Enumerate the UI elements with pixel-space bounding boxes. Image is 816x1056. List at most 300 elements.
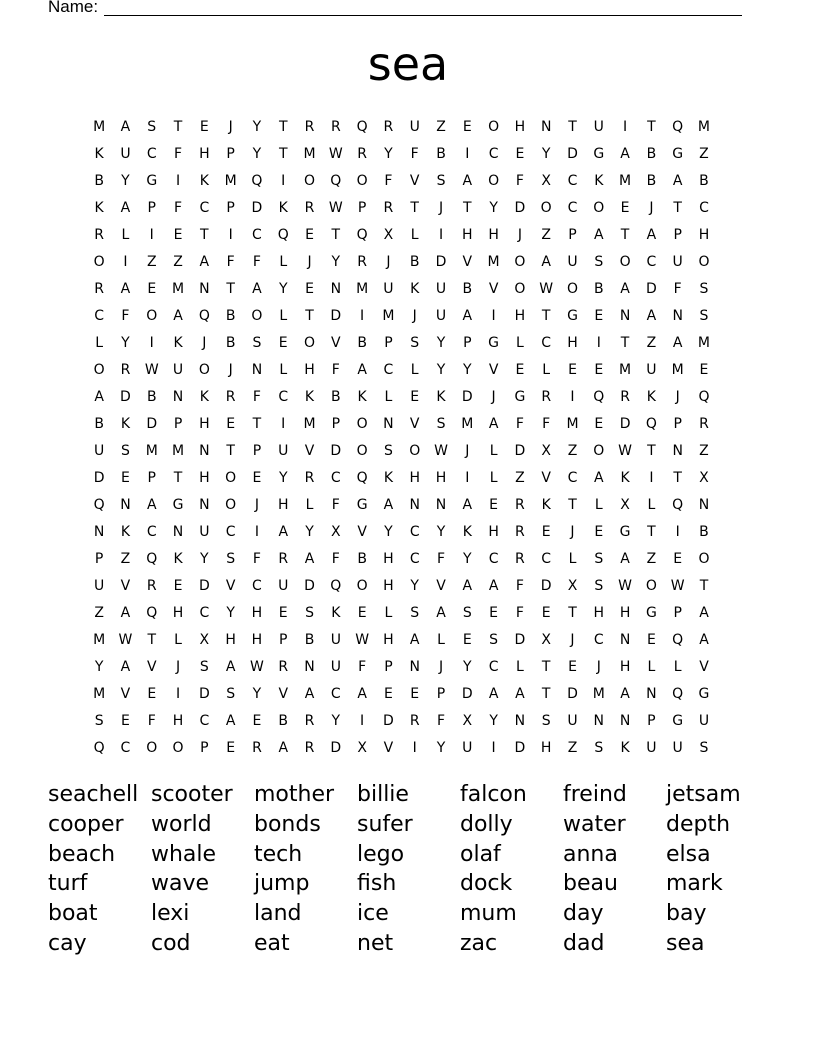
grid-letter: B bbox=[357, 551, 367, 567]
word-list-item: fish bbox=[357, 871, 397, 897]
grid-letter: T bbox=[252, 416, 262, 432]
grid-letter: K bbox=[383, 470, 393, 486]
word-list-item: falcon bbox=[460, 782, 527, 807]
grid-letter: V bbox=[436, 578, 446, 594]
grid-letter: H bbox=[383, 551, 394, 567]
grid-letter: R bbox=[94, 281, 105, 297]
grid-letter: U bbox=[172, 362, 184, 378]
grid-letter: J bbox=[570, 524, 575, 540]
grid-letter: B bbox=[304, 632, 315, 648]
grid-letter: C bbox=[567, 173, 578, 189]
grid-letter: D bbox=[383, 713, 394, 729]
grid-letter: V bbox=[146, 659, 157, 675]
word-list-item: bonds bbox=[254, 811, 321, 837]
grid-letter: P bbox=[279, 632, 288, 648]
grid-letter: N bbox=[619, 632, 631, 648]
grid-letter: C bbox=[409, 551, 420, 567]
grid-letter: D bbox=[251, 200, 263, 216]
grid-letter: T bbox=[226, 443, 235, 459]
grid-letter: R bbox=[330, 119, 341, 135]
grid-letter: R bbox=[304, 713, 315, 729]
grid-letter: Z bbox=[567, 443, 578, 459]
grid-letter: P bbox=[357, 200, 367, 216]
grid-letter: U bbox=[330, 632, 341, 648]
grid-letter: B bbox=[409, 254, 420, 270]
grid-letter: O bbox=[225, 470, 237, 486]
grid-row bbox=[86, 357, 746, 384]
grid-letter: T bbox=[331, 227, 341, 243]
grid-letter: Q bbox=[146, 551, 158, 567]
grid-letter: B bbox=[331, 389, 341, 405]
grid-letter: E bbox=[410, 686, 420, 702]
grid-letter: M bbox=[566, 416, 579, 432]
grid-letter: K bbox=[620, 470, 630, 486]
grid-letter: F bbox=[331, 362, 340, 378]
word-list-item: cooper bbox=[48, 811, 124, 837]
grid-letter: W bbox=[670, 578, 685, 594]
grid-letter: U bbox=[199, 524, 210, 540]
grid-letter: K bbox=[357, 389, 367, 405]
grid-letter: H bbox=[540, 740, 552, 756]
grid-letter: N bbox=[120, 497, 131, 513]
grid-letter: O bbox=[409, 443, 421, 459]
grid-letter: Y bbox=[463, 659, 472, 675]
word-list-item: water bbox=[563, 811, 626, 837]
grid-letter: N bbox=[330, 281, 342, 297]
grid-row bbox=[86, 573, 746, 600]
grid-letter: L bbox=[305, 497, 314, 513]
grid-letter: Z bbox=[699, 443, 709, 459]
grid-letter: R bbox=[541, 389, 552, 405]
grid-letter: B bbox=[146, 389, 157, 405]
grid-letter: J bbox=[386, 254, 391, 270]
grid-letter: R bbox=[515, 497, 525, 513]
grid-letter: R bbox=[409, 713, 420, 729]
grid-letter: J bbox=[491, 389, 496, 405]
grid-letter: Z bbox=[120, 551, 131, 567]
grid-letter: V bbox=[225, 578, 236, 594]
grid-letter: R bbox=[304, 119, 315, 135]
page-title: sea bbox=[367, 37, 449, 91]
grid-letter: V bbox=[462, 254, 473, 270]
grid-letter: H bbox=[251, 605, 263, 621]
grid-letter: Q bbox=[645, 416, 657, 432]
grid-letter: O bbox=[172, 740, 184, 756]
grid-letter: M bbox=[487, 254, 500, 270]
grid-letter: C bbox=[199, 605, 210, 621]
grid-letter: U bbox=[462, 740, 473, 756]
grid-letter: X bbox=[462, 713, 473, 729]
word-list-item: turf bbox=[48, 871, 88, 897]
grid-letter: H bbox=[199, 470, 210, 486]
grid-letter: P bbox=[226, 146, 235, 162]
grid-letter: C bbox=[330, 686, 341, 702]
grid-letter: L bbox=[647, 497, 656, 513]
grid-letter: D bbox=[514, 740, 526, 756]
grid-letter: Y bbox=[463, 551, 472, 567]
grid-letter: H bbox=[199, 416, 210, 432]
grid-letter: S bbox=[410, 335, 420, 351]
grid-letter: C bbox=[541, 551, 552, 567]
grid-letter: G bbox=[672, 146, 684, 162]
grid-letter: G bbox=[593, 146, 605, 162]
grid-letter: E bbox=[383, 686, 393, 702]
grid-letter: N bbox=[540, 119, 552, 135]
word-list-item: lexi bbox=[151, 901, 190, 927]
grid-letter: Z bbox=[515, 470, 525, 486]
grid-letter: T bbox=[568, 497, 577, 513]
grid-letter: C bbox=[278, 389, 289, 405]
grid-letter: R bbox=[225, 389, 236, 405]
grid-letter: F bbox=[515, 605, 524, 621]
grid-letter: J bbox=[307, 254, 312, 270]
grid-letter: L bbox=[515, 335, 524, 351]
grid-letter: C bbox=[199, 713, 210, 729]
grid-letter: J bbox=[517, 227, 522, 243]
grid-letter: K bbox=[120, 524, 131, 540]
grid-letter: F bbox=[252, 551, 261, 567]
grid-letter: A bbox=[594, 227, 604, 243]
grid-letter: K bbox=[173, 335, 183, 351]
grid-letter: J bbox=[438, 200, 444, 216]
grid-letter: R bbox=[304, 470, 315, 486]
grid-letter: J bbox=[465, 443, 470, 459]
grid-letter: A bbox=[699, 632, 709, 648]
grid-letter: V bbox=[488, 362, 499, 378]
grid-letter: F bbox=[515, 173, 524, 189]
grid-letter: G bbox=[619, 524, 631, 540]
grid-letter: V bbox=[383, 740, 394, 756]
grid-letter: D bbox=[146, 416, 158, 432]
grid-letter: H bbox=[409, 470, 420, 486]
word-list-item: beach bbox=[48, 841, 116, 867]
grid-letter: X bbox=[541, 173, 551, 189]
grid-letter: D bbox=[645, 281, 657, 297]
grid-letter: I bbox=[623, 119, 628, 135]
grid-letter: L bbox=[673, 659, 682, 675]
grid-letter: M bbox=[592, 686, 605, 702]
grid-letter: C bbox=[593, 632, 604, 648]
grid-row bbox=[86, 546, 746, 573]
grid-letter: W bbox=[144, 362, 159, 378]
grid-letter: R bbox=[278, 659, 289, 675]
grid-letter: R bbox=[252, 740, 262, 756]
grid-letter: H bbox=[172, 713, 184, 729]
grid-letter: E bbox=[462, 632, 472, 648]
grid-letter: A bbox=[672, 173, 683, 189]
grid-letter: F bbox=[331, 497, 340, 513]
grid-letter: Q bbox=[672, 632, 684, 648]
grid-letter: N bbox=[199, 497, 210, 513]
grid-letter: R bbox=[304, 200, 315, 216]
grid-letter: U bbox=[672, 254, 683, 270]
grid-letter: F bbox=[515, 578, 524, 594]
grid-letter: I bbox=[412, 740, 417, 756]
grid-letter: B bbox=[225, 335, 236, 351]
grid-letter: M bbox=[93, 119, 106, 135]
grid-letter: Z bbox=[146, 254, 157, 270]
grid-letter: M bbox=[224, 173, 237, 189]
grid-letter: S bbox=[699, 308, 709, 324]
grid-letter: P bbox=[331, 416, 341, 432]
grid-letter: A bbox=[278, 740, 289, 756]
grid-letter: E bbox=[357, 605, 367, 621]
grid-letter: D bbox=[514, 632, 526, 648]
grid-letter: X bbox=[620, 497, 630, 513]
grid-letter: X bbox=[699, 470, 709, 486]
grid-letter: Q bbox=[356, 470, 368, 486]
grid-letter: A bbox=[646, 227, 657, 243]
grid-letter: Y bbox=[436, 524, 446, 540]
grid-letter: H bbox=[383, 632, 394, 648]
grid-letter: Q bbox=[356, 227, 368, 243]
grid-letter: M bbox=[93, 632, 106, 648]
grid-letter: O bbox=[251, 308, 263, 324]
grid-letter: R bbox=[383, 200, 394, 216]
grid-letter: T bbox=[278, 146, 288, 162]
grid-letter: A bbox=[146, 497, 157, 513]
grid-letter: F bbox=[673, 281, 682, 297]
grid-letter: U bbox=[646, 740, 657, 756]
grid-letter: J bbox=[254, 497, 259, 513]
grid-letter: L bbox=[489, 443, 498, 459]
grid-letter: S bbox=[541, 713, 551, 729]
grid-letter: L bbox=[410, 362, 419, 378]
grid-letter: T bbox=[647, 443, 656, 459]
grid-letter: W bbox=[328, 200, 343, 216]
grid-letter: R bbox=[357, 146, 367, 162]
grid-letter: F bbox=[436, 551, 446, 567]
grid-letter: D bbox=[514, 200, 526, 216]
grid-letter: H bbox=[277, 497, 289, 513]
grid-letter: K bbox=[646, 389, 656, 405]
grid-letter: O bbox=[93, 254, 105, 270]
grid-letter: Z bbox=[94, 605, 104, 621]
grid-letter: Q bbox=[330, 173, 342, 189]
grid-letter: M bbox=[145, 443, 158, 459]
grid-letter: N bbox=[672, 308, 683, 324]
grid-letter: E bbox=[199, 119, 209, 135]
grid-letter: Z bbox=[541, 227, 551, 243]
grid-letter: P bbox=[252, 443, 262, 459]
grid-letter: K bbox=[199, 389, 209, 405]
grid-letter: B bbox=[278, 713, 289, 729]
grid-letter: U bbox=[330, 659, 341, 675]
grid-letter: E bbox=[515, 362, 525, 378]
grid-row bbox=[86, 195, 746, 222]
grid-letter: N bbox=[409, 659, 420, 675]
grid-letter: T bbox=[200, 227, 209, 243]
grid-letter: I bbox=[491, 308, 496, 324]
grid-row bbox=[86, 438, 746, 465]
grid-letter: L bbox=[384, 605, 393, 621]
word-list-item: jetsam bbox=[666, 782, 741, 807]
grid-letter: W bbox=[250, 659, 264, 675]
grid-letter: T bbox=[226, 281, 235, 297]
grid-letter: U bbox=[278, 443, 289, 459]
grid-letter: A bbox=[120, 659, 131, 675]
grid-letter: C bbox=[488, 146, 499, 162]
grid-letter: G bbox=[356, 497, 368, 513]
grid-letter: P bbox=[94, 551, 104, 567]
grid-letter: D bbox=[330, 308, 342, 324]
grid-letter: C bbox=[541, 335, 552, 351]
grid-letter: C bbox=[146, 146, 157, 162]
grid-letter: E bbox=[226, 740, 236, 756]
grid-letter: B bbox=[646, 146, 657, 162]
grid-letter: N bbox=[646, 686, 657, 702]
grid-letter: L bbox=[95, 335, 104, 351]
grid-letter: Q bbox=[146, 605, 158, 621]
grid-letter: M bbox=[671, 362, 684, 378]
grid-letter: E bbox=[673, 551, 683, 567]
grid-letter: J bbox=[228, 362, 233, 378]
grid-letter: I bbox=[596, 335, 601, 351]
grid-letter: O bbox=[198, 362, 210, 378]
grid-letter: G bbox=[146, 173, 158, 189]
grid-letter: R bbox=[278, 551, 289, 567]
grid-letter: A bbox=[304, 551, 315, 567]
grid-letter: C bbox=[252, 227, 262, 243]
grid-letter: S bbox=[147, 119, 157, 135]
grid-letter: V bbox=[120, 578, 131, 594]
grid-letter: U bbox=[593, 119, 604, 135]
grid-letter: M bbox=[303, 416, 316, 432]
grid-letter: R bbox=[515, 551, 525, 567]
grid-letter: Y bbox=[489, 200, 498, 216]
grid-letter: H bbox=[619, 659, 631, 675]
grid-letter: A bbox=[672, 335, 683, 351]
grid-letter: C bbox=[646, 254, 657, 270]
grid-letter: B bbox=[593, 281, 604, 297]
grid-letter: K bbox=[278, 200, 288, 216]
grid-letter: D bbox=[567, 146, 578, 162]
grid-letter: A bbox=[252, 281, 262, 297]
grid-letter: N bbox=[251, 362, 263, 378]
grid-letter: R bbox=[620, 389, 630, 405]
grid-letter: Q bbox=[251, 173, 263, 189]
grid-letter: S bbox=[252, 335, 262, 351]
grid-letter: E bbox=[594, 308, 604, 324]
grid-letter: P bbox=[384, 335, 393, 351]
grid-letter: Q bbox=[672, 686, 684, 702]
grid-letter: S bbox=[436, 173, 446, 189]
grid-letter: O bbox=[93, 362, 105, 378]
grid-letter: Y bbox=[384, 146, 393, 162]
grid-letter: A bbox=[120, 605, 131, 621]
word-list-item: land bbox=[254, 901, 302, 927]
grid-letter: F bbox=[358, 659, 367, 675]
word-list-item: dolly bbox=[460, 811, 513, 837]
grid-letter: O bbox=[146, 308, 158, 324]
grid-letter: K bbox=[410, 281, 420, 297]
grid-row bbox=[86, 411, 746, 438]
grid-letter: Y bbox=[541, 146, 551, 162]
word-list-item: lego bbox=[357, 841, 405, 867]
grid-letter: H bbox=[514, 119, 526, 135]
grid-letter: W bbox=[355, 632, 370, 648]
word-list-item: mum bbox=[460, 901, 517, 927]
grid-letter: U bbox=[698, 713, 710, 729]
grid-letter: V bbox=[409, 173, 420, 189]
grid-letter: A bbox=[383, 497, 394, 513]
grid-letter: N bbox=[619, 308, 631, 324]
grid-letter: V bbox=[541, 470, 551, 486]
grid-letter: Q bbox=[672, 119, 684, 135]
grid-row bbox=[86, 627, 746, 654]
word-list-item: net bbox=[357, 930, 394, 956]
grid-letter: A bbox=[594, 470, 604, 486]
grid-letter: A bbox=[488, 416, 499, 432]
grid-letter: N bbox=[172, 524, 184, 540]
grid-letter: V bbox=[331, 335, 341, 351]
grid-letter: O bbox=[304, 173, 316, 189]
grid-letter: R bbox=[357, 254, 367, 270]
grid-letter: A bbox=[120, 281, 131, 297]
grid-letter: A bbox=[488, 578, 499, 594]
grid-letter: K bbox=[541, 497, 551, 513]
grid-row bbox=[86, 303, 746, 330]
grid-letter: N bbox=[619, 713, 631, 729]
grid-letter: I bbox=[254, 524, 259, 540]
grid-letter: R bbox=[94, 227, 105, 243]
grid-row bbox=[86, 384, 746, 411]
grid-letter: V bbox=[488, 281, 499, 297]
grid-letter: T bbox=[305, 308, 314, 324]
word-list-item: bay bbox=[666, 901, 707, 927]
grid-letter: H bbox=[172, 605, 184, 621]
grid-letter: D bbox=[330, 443, 342, 459]
name-underline[interactable] bbox=[104, 15, 742, 16]
grid-letter: V bbox=[409, 416, 420, 432]
grid-letter: Y bbox=[331, 713, 341, 729]
grid-letter: T bbox=[699, 578, 709, 594]
grid-row bbox=[86, 249, 746, 276]
grid-letter: M bbox=[697, 119, 711, 135]
grid-letter: R bbox=[304, 740, 315, 756]
grid-letter: J bbox=[675, 389, 680, 405]
grid-letter: E bbox=[252, 470, 262, 486]
grid-letter: N bbox=[514, 713, 526, 729]
grid-letter: J bbox=[202, 335, 207, 351]
grid-letter: E bbox=[305, 281, 314, 297]
grid-letter: E bbox=[515, 146, 525, 162]
grid-letter: W bbox=[118, 632, 133, 648]
grid-letter: D bbox=[461, 686, 473, 702]
grid-letter: S bbox=[462, 605, 472, 621]
grid-letter: I bbox=[360, 713, 365, 729]
grid-letter: S bbox=[383, 443, 393, 459]
grid-letter: A bbox=[436, 605, 446, 621]
grid-letter: O bbox=[593, 200, 605, 216]
grid-letter: I bbox=[149, 227, 154, 243]
grid-row bbox=[86, 465, 746, 492]
grid-row bbox=[86, 681, 746, 708]
grid-letter: K bbox=[436, 389, 446, 405]
grid-letter: R bbox=[699, 416, 709, 432]
grid-letter: X bbox=[541, 632, 551, 648]
grid-letter: O bbox=[356, 578, 368, 594]
grid-letter: K bbox=[94, 146, 104, 162]
word-list-item: whale bbox=[151, 841, 217, 867]
grid-letter: O bbox=[593, 443, 605, 459]
grid-letter: M bbox=[619, 362, 632, 378]
grid-letter: L bbox=[489, 470, 498, 486]
grid-letter: T bbox=[541, 686, 551, 702]
grid-letter: R bbox=[146, 578, 157, 594]
grid-letter: A bbox=[462, 578, 473, 594]
word-list-item: cod bbox=[151, 930, 191, 956]
